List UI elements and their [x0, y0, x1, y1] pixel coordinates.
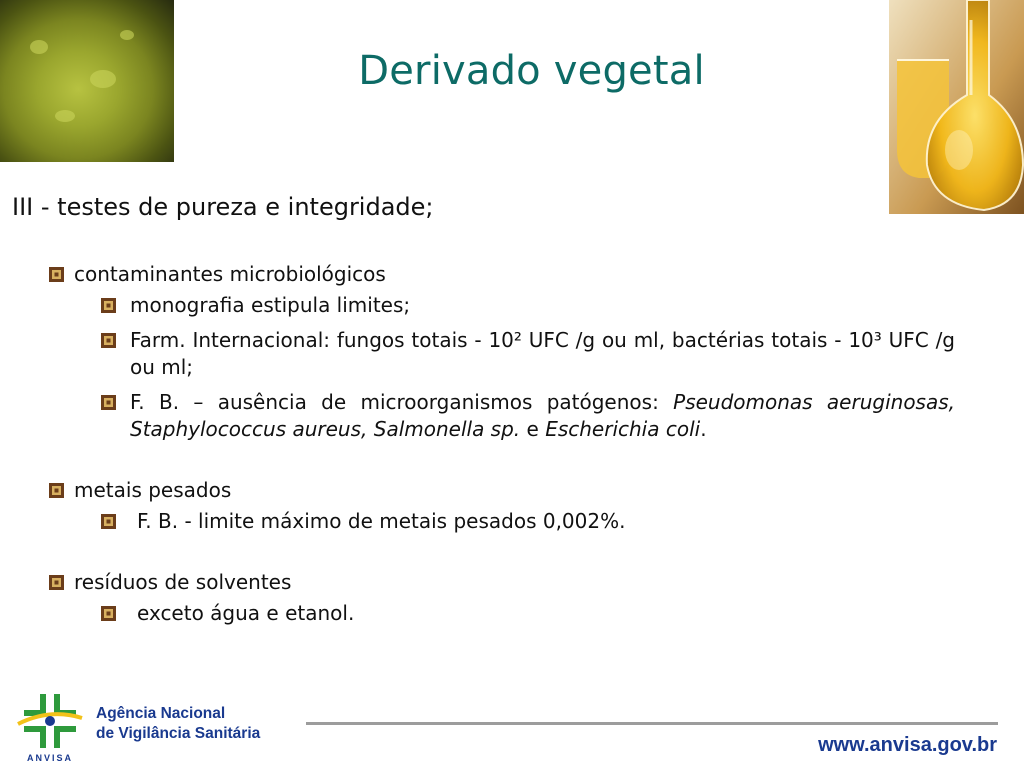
sub-bullet-fb-microorganismos	[100, 389, 955, 443]
flask-illustration	[889, 0, 1024, 214]
agency-line-1: Agência Nacional	[96, 705, 226, 722]
sub-bullet-text	[130, 389, 955, 443]
bullet-contaminantes	[48, 262, 386, 286]
sub-bullet-text: Farm. Internacional: fungos totais - 10² UFC /g ou ml, bactérias totais - 10³ UFC /g ou ml;	[130, 328, 955, 379]
sub-bullet-farm-internacional	[100, 327, 955, 381]
species-staphylococcus: Staphylococcus aureus,	[130, 417, 368, 441]
square-bullet-icon	[48, 266, 65, 283]
sub-bullet-text: exceto água e etanol.	[137, 601, 355, 625]
square-bullet-icon	[48, 482, 65, 499]
green-powder-photo	[0, 0, 174, 162]
species-escherichia: Escherichia coli	[545, 417, 701, 441]
bullet-label: resíduos de solventes	[74, 570, 292, 594]
sub-bullet-solventes-excecao	[100, 600, 955, 627]
sub-bullet-text: monografia estipula limites;	[130, 293, 411, 317]
bullet-residuos-solventes	[48, 570, 291, 594]
anvisa-logo	[14, 690, 86, 764]
laboratory-flask-photo	[889, 0, 1024, 214]
square-bullet-icon	[48, 574, 65, 591]
species-salmonella: Salmonella sp.	[373, 417, 521, 441]
website-url: www.anvisa.gov.br	[818, 734, 997, 756]
square-bullet-icon	[100, 605, 117, 622]
bullet-label: contaminantes microbiológicos	[74, 262, 386, 286]
sentence-end: .	[700, 417, 707, 441]
agency-name	[96, 704, 260, 744]
slide-title: Derivado vegetal	[358, 48, 705, 94]
bullet-label: metais pesados	[74, 478, 232, 502]
species-conjunction: e	[526, 417, 539, 441]
square-bullet-icon	[100, 297, 117, 314]
square-bullet-icon	[100, 513, 117, 530]
section-heading: III - testes de pureza e integridade;	[12, 193, 434, 221]
species-pseudomonas: Pseudomonas aeruginosas,	[673, 390, 956, 414]
sub-bullet-text: F. B. - limite máximo de metais pesados 0,002%.	[137, 509, 626, 533]
square-bullet-icon	[100, 332, 117, 349]
logo-text: ANVISA	[26, 753, 74, 763]
agency-line-2: de Vigilância Sanitária	[96, 725, 261, 742]
footer-divider	[306, 722, 998, 725]
sub-bullet-monografia	[100, 292, 955, 319]
bullet-metais-pesados	[48, 478, 231, 502]
fb-prefix: F. B. – ausência de microorganismos patógenos:	[130, 390, 659, 414]
sub-bullet-metais-limite	[100, 508, 955, 535]
anvisa-cross-icon	[14, 690, 86, 764]
square-bullet-icon	[100, 394, 117, 411]
